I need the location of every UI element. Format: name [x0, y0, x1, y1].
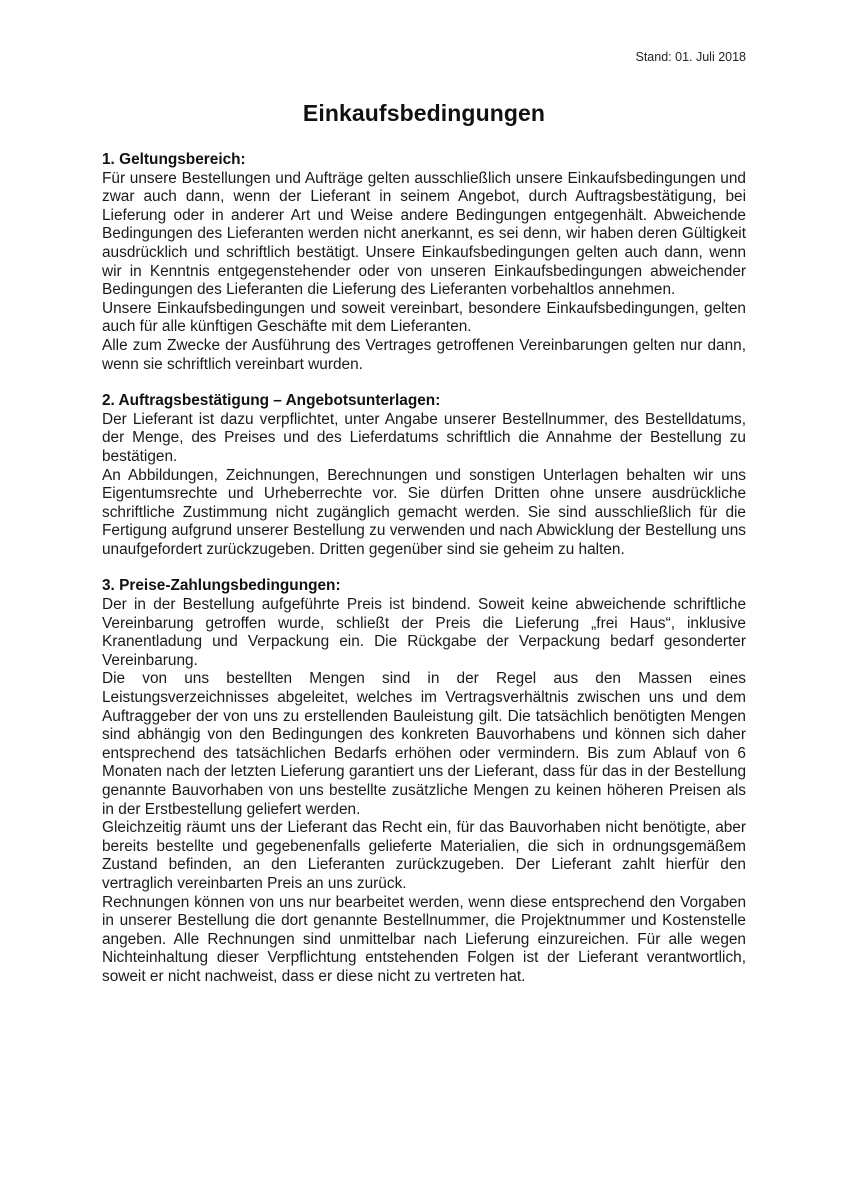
section-heading: 1. Geltungsbereich:: [102, 151, 246, 168]
paragraph: Der Lieferant ist dazu verpflichtet, unter Angabe unserer Bestellnummer, des Bestelldatums, der Menge, des Preises und des Lieferdatums schriftlich die Annahme der Bestellung zu bestätigen.: [102, 410, 746, 465]
section-preise-zahlungsbedingungen: [102, 577, 746, 986]
paragraph: Der in der Bestellung aufgeführte Preis ist bindend. Soweit keine abweichende schriftliche Vereinbarung getroffen wurde, schließt der Preis die Lieferung „frei Haus“, inklusive Kranentladung und Verpackung ein. Die Rückgabe der Verpackung bedarf gesonderter Vereinbarung.: [102, 596, 746, 669]
paragraph: An Abbildungen, Zeichnungen, Berechnungen und sonstigen Unterlagen behalten wir uns Eigentumsrechte und Urheberrechte vor. Sie dürfen Dritten ohne unsere ausdrückliche schriftliche Zustimmung nicht zugänglich gemacht werden. Sie sind ausschließlich für die Fertigung aufgrund unserer Bestellung zu verwenden und nach Abwicklung der Bestellung uns unaufgefordert zurückzugeben. Dritten gegenüber sind sie geheim zu halten.: [102, 466, 746, 558]
paragraph: Die von uns bestellten Mengen sind in der Regel aus den Massen eines Leistungsverzeichnisses abgeleitet, welches im Vertragsverhältnis zwischen uns und dem Auftraggeber der von uns zu erstellenden Bauleistung gilt. Die tatsächlich benötigten Mengen sind abhängig von den Bedingungen des konkreten Bauvorhabens und können sich daher entsprechend des tatsächlichen Bedarfs erhöhen oder vermindern. Bis zum Ablauf von 6 Monaten nach der letzten Lieferung garantiert uns der Lieferant, dass für das in der Bestellung genannte Bauvorhaben von uns bestellte zusätzliche Mengen zu keinen höheren Preisen als in der Erstbestellung geliefert werden.: [102, 670, 746, 818]
paragraph: Alle zum Zwecke der Ausführung des Vertrages getroffenen Vereinbarungen gelten nur dann, wenn sie schriftlich vereinbart wurden.: [102, 336, 746, 373]
paragraph: Unsere Einkaufsbedingungen und soweit vereinbart, besondere Einkaufsbedingungen, gelten auch für alle künftigen Geschäfte mit dem Lieferanten.: [102, 299, 746, 336]
paragraph: Gleichzeitig räumt uns der Lieferant das Recht ein, für das Bauvorhaben nicht benötigte, aber bereits bestellte und gegebenenfalls gelieferte Materialien, die sich in ordnungsgemäßem Zustand befinden, an den Lieferanten zurückzugeben. Der Lieferant zahlt hierfür den vertraglich vereinbarten Preis an uns zurück.: [102, 819, 746, 892]
document-body: [102, 151, 746, 1005]
paragraph: Für unsere Bestellungen und Aufträge gelten ausschließlich unsere Einkaufsbedingungen und zwar auch dann, wenn der Lieferant in seinem Angebot, durch Auftragsbestätigung, bei Lieferung oder in anderer Art und Weise andere Bedingungen entgegenhält. Abweichende Bedingungen des Lieferanten werden nicht anerkannt, es sei denn, wir haben deren Gültigkeit ausdrücklich und schriftlich bestätigt. Unsere Einkaufsbedingungen gelten auch dann, wenn wir in Kenntnis entgegenstehender oder von unseren Einkaufsbedingungen abweichender Bedingungen des Lieferanten die Lieferung des Lieferanten vorbehaltlos annehmen.: [102, 169, 746, 299]
section-geltungsbereich: [102, 151, 746, 374]
section-heading: 2. Auftragsbestätigung – Angebotsunterlagen:: [102, 392, 441, 410]
page-title: Einkaufsbedingungen: [302, 100, 546, 126]
paragraph: Rechnungen können von uns nur bearbeitet werden, wenn diese entsprechend den Vorgaben in unserer Bestellung die dort genannte Bestellnummer, die Projektnummer und Kostenstelle angeben. Alle Rechnungen sind unmittelbar nach Lieferung einzureichen. Für alle wegen Nichteinhaltung dieser Verpflichtung entstehenden Folgen ist der Lieferant verantwortlich, soweit er nicht nachweist, dass er diese nicht zu vertreten hat.: [102, 893, 746, 985]
date-label: Stand: 01. Juli 2018: [635, 50, 746, 64]
section-heading: 3. Preise-Zahlungsbedingungen:: [102, 577, 341, 595]
section-auftragsbestaetigung: [102, 392, 746, 559]
